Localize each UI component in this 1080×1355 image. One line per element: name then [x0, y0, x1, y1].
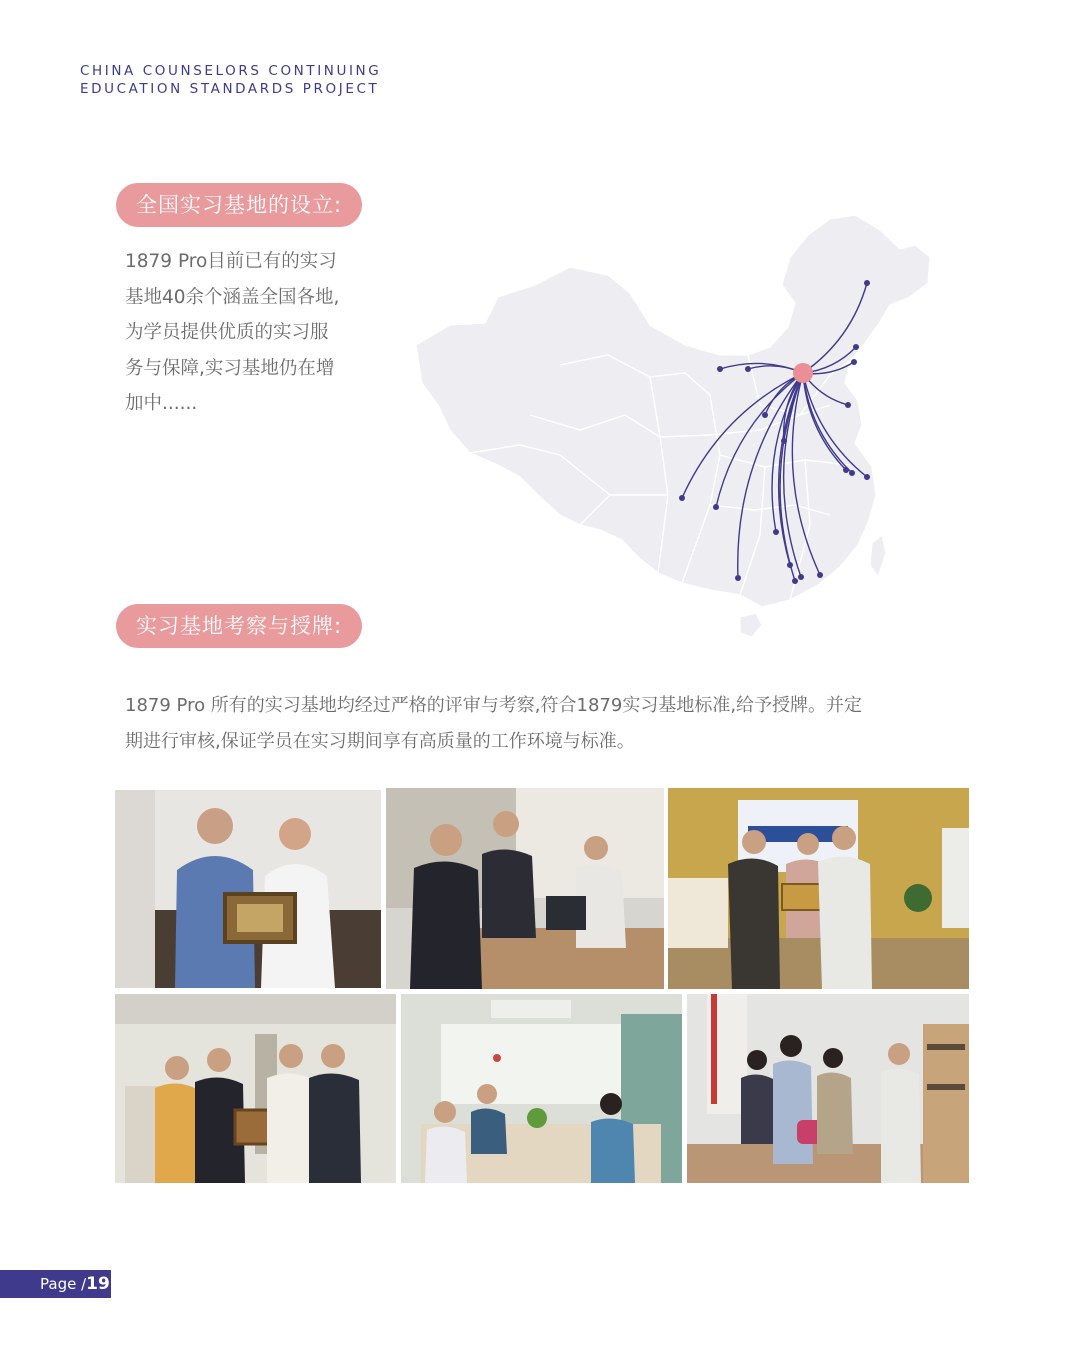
photo-office-workstations [401, 994, 682, 1183]
page-number-value: 19 [86, 1274, 110, 1294]
intro-line: 基地40余个涵盖全国各地, [125, 286, 340, 308]
header-line-2: EDUCATION STANDARDS PROJECT [80, 81, 380, 97]
page-label: Page / [40, 1275, 87, 1293]
photo-plaque-award-hospital [115, 790, 381, 988]
destination-dot [851, 359, 857, 365]
photo-plaque-group-four [115, 994, 396, 1183]
inspection-line: 1879 Pro 所有的实习基地均经过严格的评审与考察,符合1879实习基地标准,给予授牌。并定 [125, 695, 863, 716]
header-line-1: CHINA COUNSELORS CONTINUING [80, 63, 382, 79]
destination-dot [717, 366, 723, 372]
destination-dot [849, 470, 855, 476]
destination-dot [713, 504, 719, 510]
china-map-illustration [410, 205, 940, 650]
intro-line: 为学员提供优质的实习服 [125, 322, 329, 343]
photo-meeting-room-plaque [668, 788, 969, 989]
destination-dot [773, 529, 779, 535]
intro-paragraph [125, 244, 365, 422]
destination-dot [817, 572, 823, 578]
page-number [40, 1270, 110, 1298]
destination-dot [745, 366, 751, 372]
destination-dot [798, 574, 804, 580]
destination-dot [845, 402, 851, 408]
section-title-inspection-award: 实习基地考察与授牌: [116, 604, 362, 648]
page-number-badge [0, 1270, 111, 1298]
destination-dot [787, 562, 793, 568]
hub-marker-beijing [793, 363, 813, 383]
destination-dot [853, 344, 859, 350]
china-map-shape [416, 215, 930, 637]
intro-line: 务与保障,实习基地仍在增 [125, 357, 335, 379]
destination-dot [735, 575, 741, 581]
intro-line: 加中...... [125, 393, 198, 414]
destination-dot [781, 438, 787, 444]
destination-dot [792, 578, 798, 584]
photo-corridor-visit [687, 994, 969, 1183]
destination-dot [679, 495, 685, 501]
inspection-paragraph [125, 688, 945, 760]
destination-dot [762, 412, 768, 418]
destination-dot [843, 467, 849, 473]
destination-dot [864, 280, 870, 286]
section-title-internship-bases: 全国实习基地的设立: [116, 183, 362, 227]
intro-line: 1879 Pro目前已有的实习 [125, 251, 337, 272]
destination-dot [864, 474, 870, 480]
photo-reception-desk-visit [386, 788, 664, 989]
inspection-line: 期进行审核,保证学员在实习期间享有高质量的工作环境与标准。 [125, 731, 635, 752]
